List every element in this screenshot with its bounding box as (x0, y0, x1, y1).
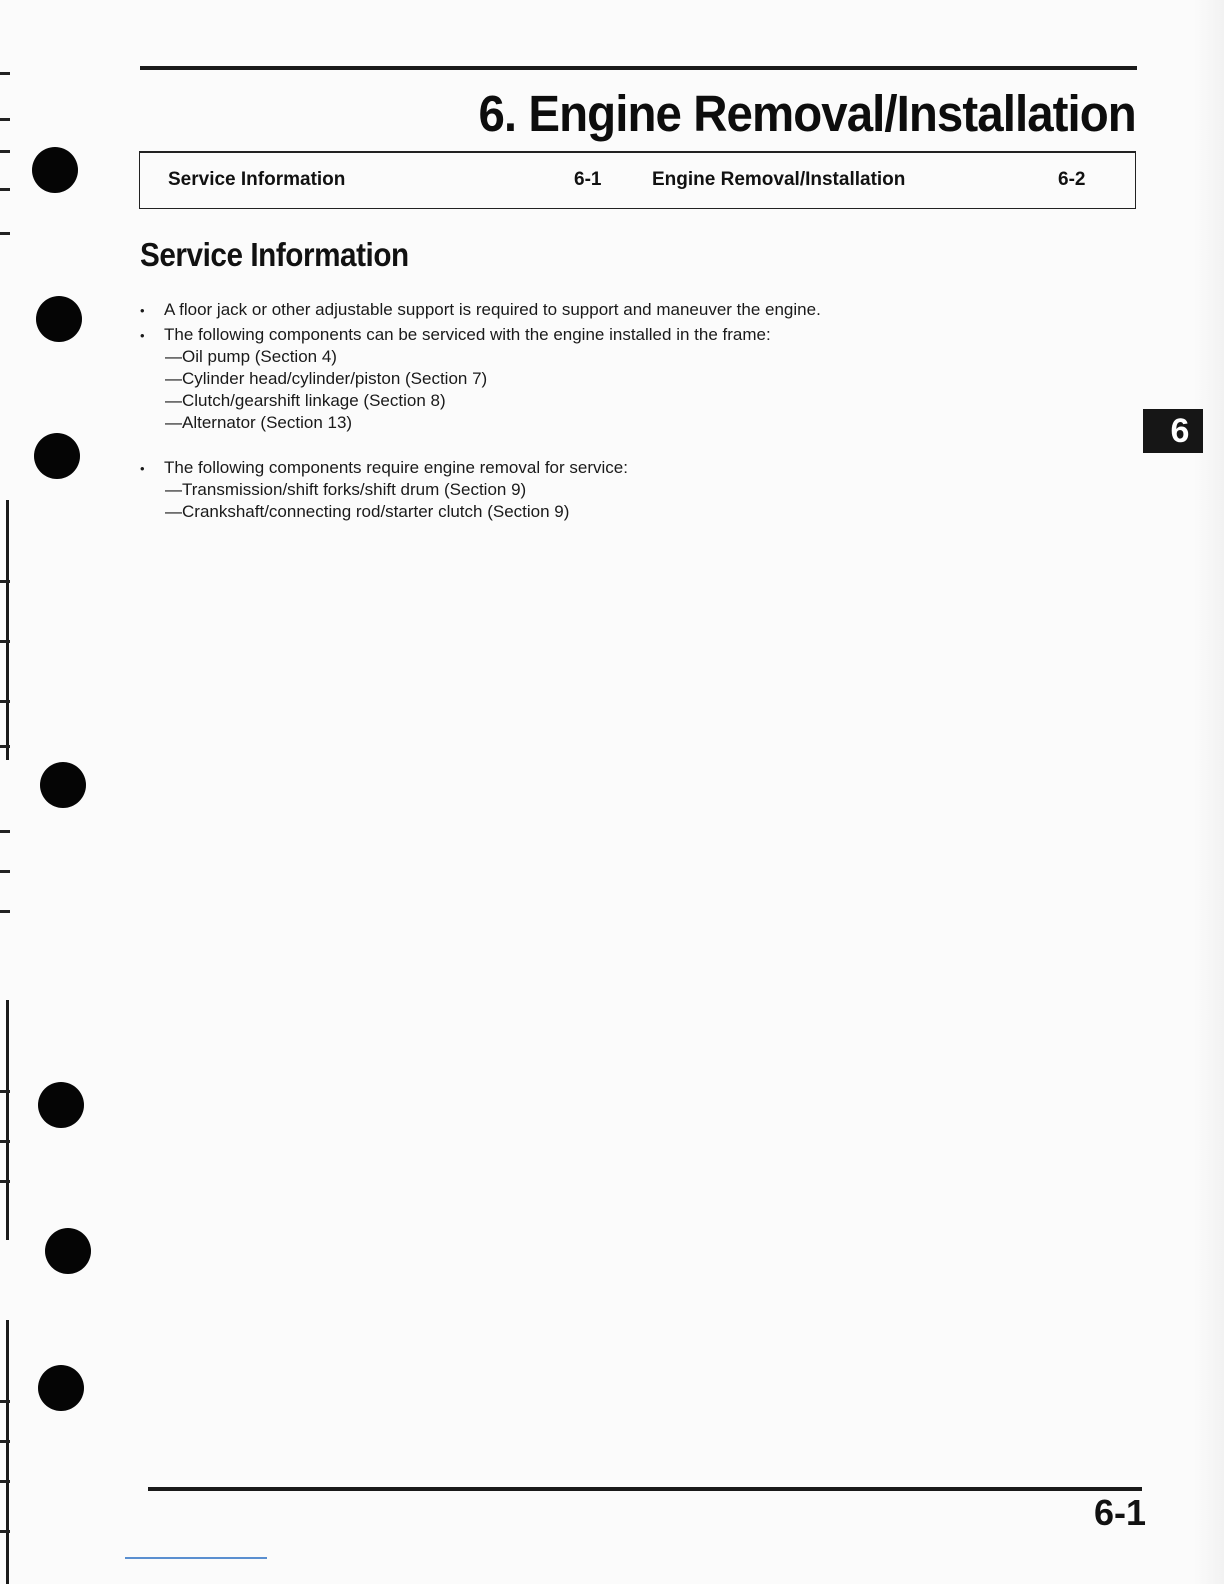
binding-edge (0, 0, 14, 1584)
chapter-tab: 6 (1143, 409, 1203, 453)
binder-hole (45, 1228, 91, 1274)
toc-item-page[interactable]: 6-1 (574, 169, 602, 190)
header-rule (140, 66, 1137, 70)
sub-list-item: —Clutch/gearshift linkage (Section 8) (165, 391, 446, 410)
section-heading: Service Information (140, 236, 409, 273)
bullet-icon: • (140, 303, 145, 319)
list-item (140, 300, 821, 320)
sub-list-item: —Cylinder head/cylinder/piston (Section 7) (165, 369, 488, 388)
footer-rule (148, 1487, 1142, 1491)
scan-artifact-line (125, 1557, 267, 1559)
binder-hole (38, 1082, 84, 1128)
list-item-text: A floor jack or other adjustable support is required to support and maneuver the engine. (164, 300, 821, 319)
binder-hole (34, 433, 80, 479)
binder-hole (38, 1365, 84, 1411)
toc-item-page[interactable]: 6-2 (1058, 169, 1086, 190)
binder-hole (40, 762, 86, 808)
bullet-icon: • (140, 461, 145, 477)
sub-list-item: —Alternator (Section 13) (165, 413, 353, 432)
list-item-text: The following components require engine removal for service: (164, 458, 628, 477)
sub-list-item: —Crankshaft/connecting rod/starter clutch (Section 9) (165, 502, 570, 521)
bullet-icon: • (140, 328, 145, 344)
list-item (140, 325, 771, 345)
table-of-contents (139, 151, 1136, 209)
sub-list-item: —Oil pump (Section 4) (165, 347, 337, 366)
binder-hole (36, 296, 82, 342)
page-number: 6-1 (1093, 1492, 1146, 1533)
toc-item-label[interactable]: Service Information (168, 169, 346, 190)
sub-list-item: —Transmission/shift forks/shift drum (Section 9) (165, 480, 527, 499)
chapter-title: 6. Engine Removal/Installation (478, 85, 1136, 142)
list-item-text: The following components can be serviced with the engine installed in the frame: (164, 325, 771, 344)
page-edge-shadow (1194, 0, 1224, 1584)
toc-item-label[interactable]: Engine Removal/Installation (652, 169, 906, 190)
binder-hole (32, 147, 78, 193)
list-item (140, 458, 628, 478)
